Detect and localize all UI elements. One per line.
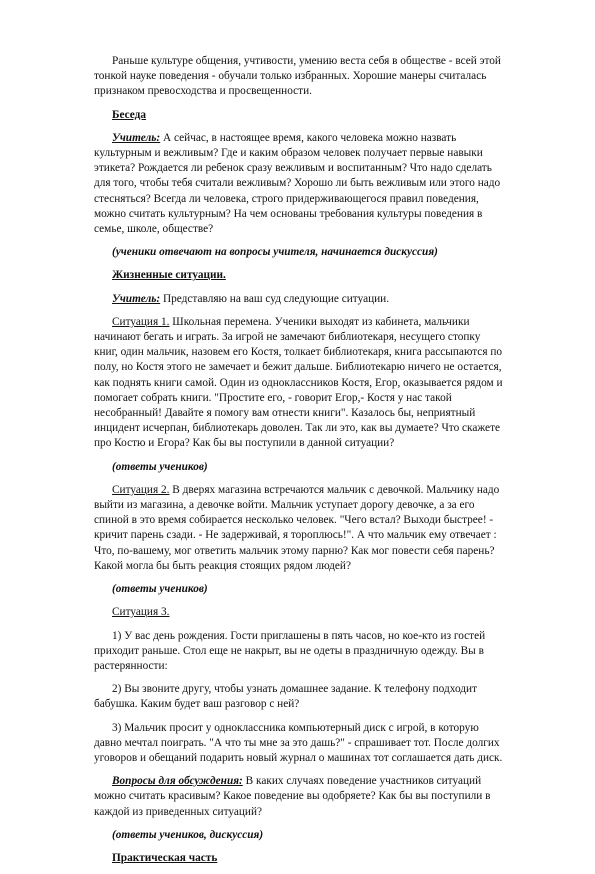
teacher-label: Учитель: bbox=[112, 131, 161, 144]
intro-paragraph: Раньше культуре общения, учтивости, умению веста себя в обществе - всей этой тонкой науке поведения - обучали только избранных. Хорошие манеры считалась признаком превосходства и просвещенности. bbox=[94, 55, 501, 98]
situation-3-label: Ситуация 3. bbox=[112, 606, 170, 619]
discussion-questions-paragraph bbox=[94, 774, 506, 820]
situation-2-paragraph bbox=[94, 483, 506, 574]
teacher-label-2: Учитель: bbox=[112, 292, 161, 305]
situation-2-text: В дверях магазина встречаются мальчик с девочкой. Мальчику надо выйти из магазина, а девочке войти. Мальчик уступает дорогу девочке, а за его спиной в это время собирается несколько человек. "Чего встал? Выходи быстрее! - кричит парень сзади. - Не задерживай, я тороплюсь!". А что мальчик ему отвечает : Что, по-вашему, мог ответить мальчик этому парню? Как мог повести себя парень? Какой могла бы быть реакция стоящих рядом людей? bbox=[94, 483, 500, 572]
situation-2-label: Ситуация 2. bbox=[112, 483, 170, 496]
situation-1-label: Ситуация 1. bbox=[112, 315, 170, 328]
situation-1-paragraph bbox=[94, 315, 506, 452]
situation-3-item-2: 2) Вы звоните другу, чтобы узнать домашнее задание. К телефону подходит бабушка. Каким будет ваш разговор с ней? bbox=[94, 683, 478, 711]
heading-practice-text: Практическая часть bbox=[112, 851, 218, 864]
situation-3-item-1: 1) У вас день рождения. Гости приглашены в пять часов, но кое-кто из гостей приходит раньше. Стол еще не накрыт, вы не одеты в праздничную одежду. Вы в растерянности: bbox=[94, 629, 486, 672]
teacher-intro-paragraph bbox=[94, 292, 506, 307]
questions-label: Вопросы для обсуждения: bbox=[112, 775, 243, 788]
note-answers-1: (ответы учеников) bbox=[112, 460, 208, 473]
situation-1-text: Школьная перемена. Ученики выходят из кабинета, мальчики начинают бегать и играть. За игрой не замечают библиотекаря, несущего стопку книг, один мальчик, назовем его Костя, толкает библиотекаря, книга рассыпаются по полу, но Костя этого не замечает и бежит дальше. Библиотекарю ничего не остается, как поднять книги самой. Один из одноклассников Костя, Егор, оказывается рядом и помогает собрать книги. "Простите его, - говорит Егор,- Костя у нас такой несобранный! Давайте я помогу вам отнести книги". Казалось бы, неприятный инцидент исчерпан, библиотекарь доволен. Так ли это, как вы думаете? Что скажете про Костю и Егора? Как бы вы поступили в данной ситуации? bbox=[94, 315, 503, 450]
heading-beseda bbox=[94, 108, 506, 123]
situation-3-item-3: 3) Мальчик просит у одноклассника компьютерный диск с игрой, в которую давно мечтал поиграть. "А что ты мне за это дашь?" - спрашивает тот. После долгих уговоров и обещаний подарить новый журнал о машинах тот соглашается дать диск. bbox=[94, 721, 503, 764]
teacher-questions-paragraph bbox=[94, 131, 506, 237]
heading-beseda-text: Беседа bbox=[112, 108, 147, 121]
heading-practice bbox=[94, 851, 506, 866]
note-answers-2: (ответы учеников) bbox=[112, 583, 208, 596]
teacher-questions-text: А сейчас, в настоящее время, какого человека можно назвать культурным и вежливым? Где и каким образом человек получает первые навыки этикета? Рождается ли ребенок сразу вежливым и воспитанным? Что надо сделать для того, чтобы тебя считали вежливым? Хорошо ли быть вежливым или этого надо стесняться? Всегда ли человека, строго придерживающегося правил поведения, можно считать культурным? На чем основаны требования культуры поведения в семье, школе, обществе? bbox=[94, 131, 501, 236]
heading-situations bbox=[94, 268, 506, 283]
note-answers-discussion: (ответы учеников, дискуссия) bbox=[112, 828, 264, 841]
teacher-intro-text: Представляю на ваш суд следующие ситуации. bbox=[160, 292, 390, 305]
note-discussion: (ученики отвечают на вопросы учителя, начинается дискуссия) bbox=[112, 246, 438, 259]
document-page bbox=[94, 54, 506, 874]
questions-text: В каких случаях поведение участников ситуаций можно считать красивым? Какое поведение вы одобряете? Как бы вы поступили в каждой из приведенных ситуаций? bbox=[94, 775, 491, 818]
heading-situations-text: Жизненные ситуации. bbox=[112, 269, 226, 282]
situation-3-heading bbox=[94, 605, 506, 620]
